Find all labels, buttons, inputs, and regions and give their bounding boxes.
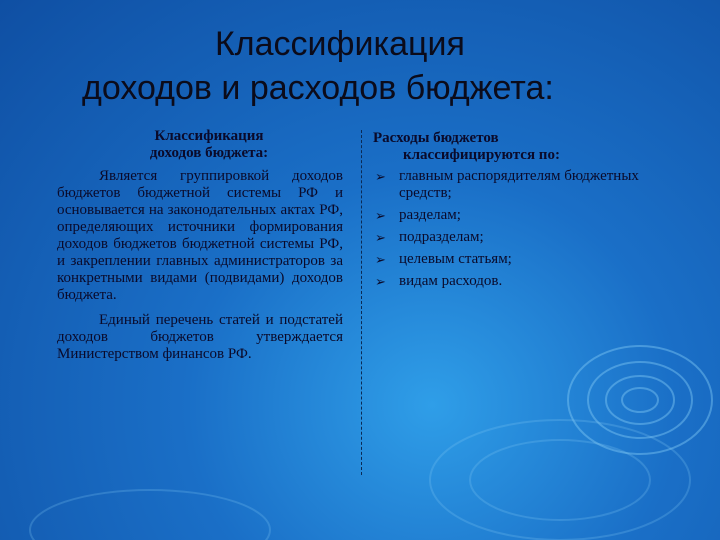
expense-classification-column (373, 130, 673, 295)
income-paragraph-2: Единый перечень статей и подстатей доходов бюджетов утверждается Министерством финансов РФ. (57, 312, 343, 362)
slide-title (70, 22, 670, 110)
column-divider (361, 130, 362, 475)
list-item (373, 273, 673, 290)
arrow-bullet-icon: ➢ (375, 252, 386, 267)
list-item-text: главным распорядителям бюджетных средств; (399, 168, 639, 201)
income-heading-line-1: Классификация (154, 128, 264, 144)
expense-list (373, 168, 673, 290)
arrow-bullet-icon: ➢ (375, 274, 386, 289)
expense-heading (373, 130, 673, 164)
list-item-text: разделам; (399, 207, 461, 223)
list-item (373, 207, 673, 224)
arrow-bullet-icon: ➢ (375, 169, 386, 184)
list-item-text: целевым статьям; (399, 251, 512, 267)
list-item (373, 168, 673, 202)
list-item-text: подразделам; (399, 229, 484, 245)
ripple-decoration-bottom (0, 380, 720, 540)
arrow-bullet-icon: ➢ (375, 208, 386, 223)
list-item (373, 229, 673, 246)
expense-heading-line-1: Расходы бюджетов (373, 130, 499, 146)
title-line-2: доходов и расходов бюджета: (82, 69, 554, 107)
income-classification-column (57, 128, 343, 363)
income-heading (57, 128, 343, 162)
income-paragraph-1: Является группировкой доходов бюджетов бюджетной системы РФ и основывается на законодательных актах РФ, определяющих источники формирования доходов бюджетов бюджетной системы РФ, и закреплении главных администраторов за конкретными видами (подвидами) доходов бюджета. (57, 168, 343, 303)
expense-heading-line-2: классифицируются по: (403, 147, 560, 163)
list-item-text: видам расходов. (399, 273, 503, 289)
income-heading-line-2: доходов бюджета: (149, 145, 269, 161)
arrow-bullet-icon: ➢ (375, 230, 386, 245)
title-line-1: Классификация (215, 25, 465, 63)
list-item (373, 251, 673, 268)
